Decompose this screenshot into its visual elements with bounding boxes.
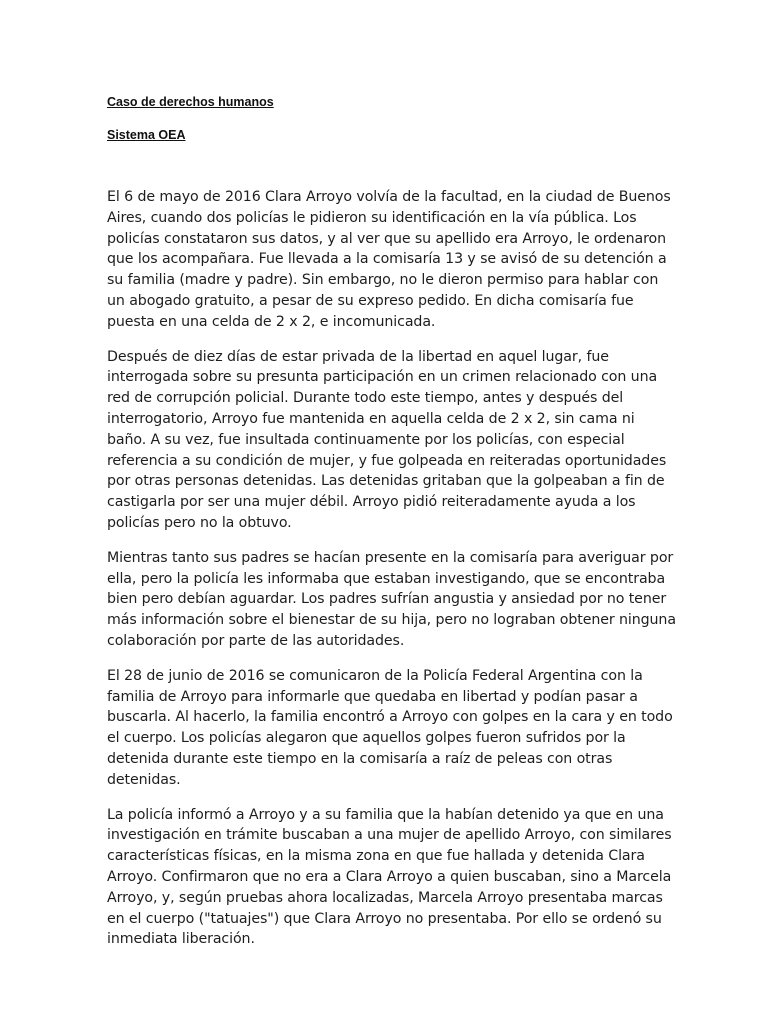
paragraph-2: Después de diez días de estar privada de la libertad en aquel lugar, fue interrogada sobre su presunta participación en un crimen relacionado con una red de corrupción policial. Durante todo este tiempo, antes y después del interrogatorio, Arroyo fue mantenida en aquella celda de 2 x 2, sin cama ni baño. A su vez, fue insultada continuamente por los policías, con especial referencia a su condición de mujer, y fue golpeada en reiteradas oportunidades por otras personas detenidas. Las detenidas gritaban que la golpeaban a fin de castigarla por ser una mujer débil. Arroyo pidió reiteradamente ayuda a los policías pero no la obtuvo. xyxy=(107,348,667,531)
paragraph-1: El 6 de mayo de 2016 Clara Arroyo volvía de la facultad, en la ciudad de Buenos Aires, cuando dos policías le pidieron su identificación en la vía pública. Los policías constataron sus datos, y al ver que su apellido era Arroyo, le ordenaron que los acompañara. Fue llevada a la comisaría 13 y se avisó de su detención a su familia (madre y padre). Sin embargo, no le dieron permiso para hablar con un abogado gratuito, a pesar de su expreso pedido. En dicha comisaría fue puesta en una celda de 2 x 2, e incomunicada. xyxy=(107,189,671,330)
document-body xyxy=(107,187,677,964)
paragraph-3: Mientras tanto sus padres se hacían presente en la comisaría para averiguar por ella, pero la policía les informaba que estaban investigando, que se encontraba bien pero debían aguardar. Los padres sufrían angustia y ansiedad por no tener más información sobre el bienestar de su hija, pero no lograban obtener ninguna colaboración por parte de las autoridades. xyxy=(107,549,676,649)
document-title: Caso de derechos humanos xyxy=(107,95,274,109)
paragraph-4: El 28 de junio de 2016 se comunicaron de la Policía Federal Argentina con la familia de Arroyo para informarle que quedaba en libertad y podían pasar a buscarla. Al hacerlo, la familia encontró a Arroyo con golpes en la cara y en todo el cuerpo. Los policías alegaron que aquellos golpes fueron sufridos por la detenida durante este tiempo en la comisaría a raíz de peleas con otras detenidas. xyxy=(107,667,673,788)
paragraph-5: La policía informó a Arroyo y a su familia que la habían detenido ya que en una investigación en trámite buscaban a una mujer de apellido Arroyo, con similares características físicas, en la misma zona en que fue hallada y detenida Clara Arroyo. Confirmaron que no era a Clara Arroyo a quien buscaban, sino a Marcela Arroyo, y, según pruebas ahora localizadas, Marcela Arroyo presentaba marcas en el cuerpo ("tatuajes") que Clara Arroyo no presentaba. Por ello se ordenó su inmediata liberación. xyxy=(107,806,672,948)
document-subtitle: Sistema OEA xyxy=(107,128,186,142)
